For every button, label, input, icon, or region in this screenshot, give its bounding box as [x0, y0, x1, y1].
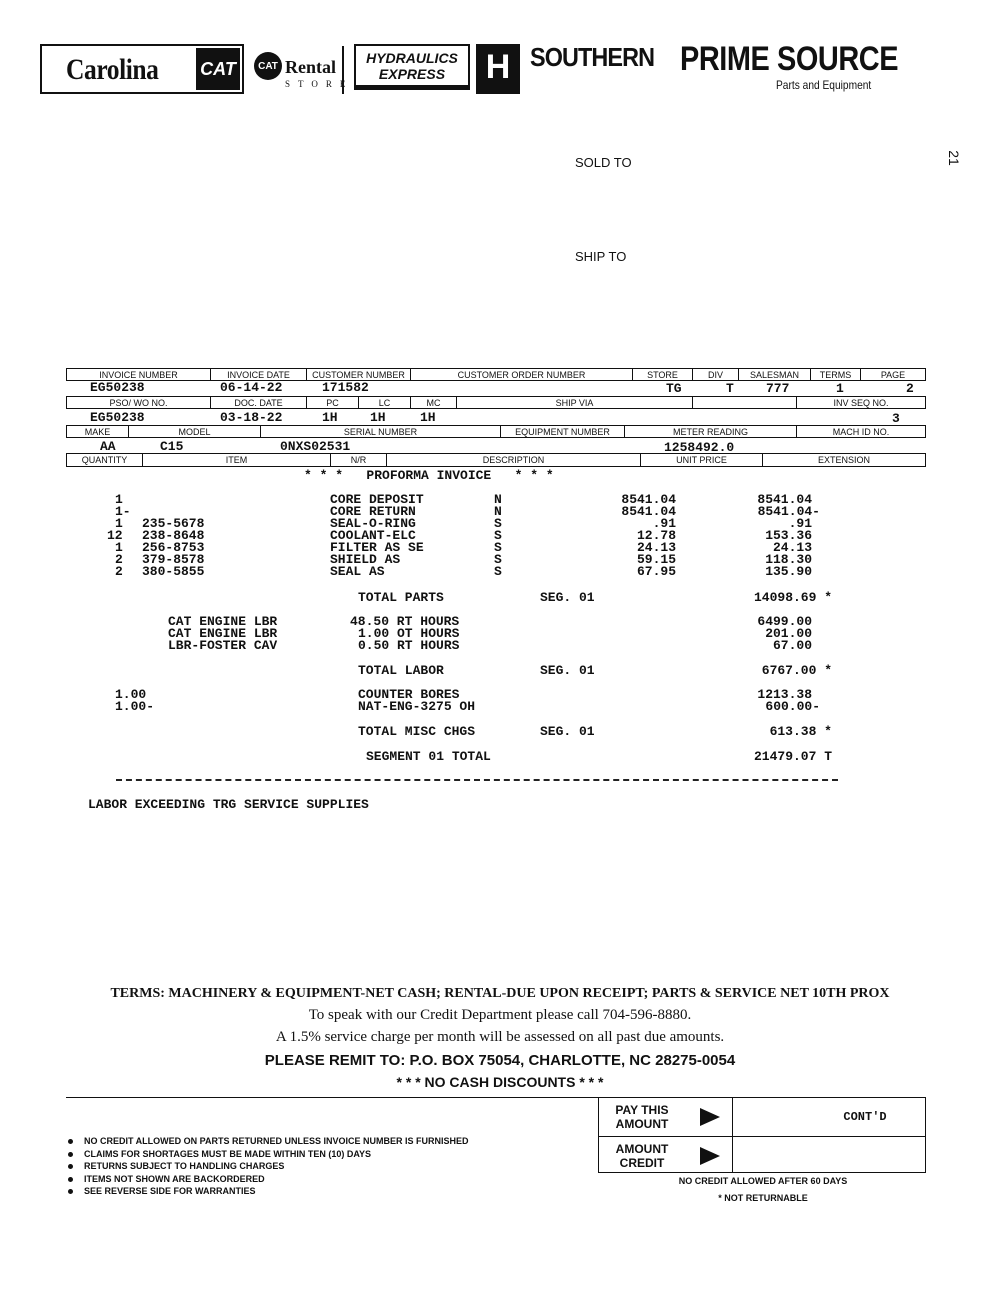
extension: 135.90 [765, 564, 812, 579]
labor-hours: 1.00 OT HOURS [358, 626, 460, 641]
no-cash-discounts: * * * NO CASH DISCOUNTS * * * [396, 1074, 604, 1090]
qty: 12 [107, 528, 123, 543]
terms-line-1: TERMS: MACHINERY & EQUIPMENT-NET CASH; RENTAL-DUE UPON RECEIPT; PARTS & SERVICE NET 10TH PROX [110, 986, 890, 1001]
bullet-item [68, 1149, 371, 1159]
qty: 2 [115, 552, 123, 567]
service-note: LABOR EXCEEDING TRG SERVICE SUPPLIES [88, 797, 369, 812]
label-invoice-date: INVOICE DATE [211, 369, 307, 380]
labor-description: CAT ENGINE LBR [168, 626, 278, 641]
prime-source-logo-text: PRIME SOURCE [680, 40, 899, 78]
bullet-icon [68, 1177, 73, 1182]
total-labor-seg: SEG. 01 [540, 663, 595, 678]
misc-description: COUNTER BORES [358, 687, 460, 702]
extension: 118.30 [765, 552, 812, 567]
nr-code: S [494, 552, 502, 567]
nr-code: N [494, 492, 502, 507]
serial-value: 0NXS02531 [280, 439, 351, 454]
terms-line-3: A 1.5% service charge per month will be assessed on all past due amounts. [275, 1029, 725, 1045]
pso-wo-value: EG50238 [90, 410, 145, 425]
misc-qty: 1.00- [115, 699, 155, 714]
label-customer-number: CUSTOMER NUMBER [307, 369, 411, 380]
description: FILTER AS SE [330, 540, 424, 555]
total-misc-amount: 613.38 * [769, 724, 832, 739]
label-description: DESCRIPTION [387, 454, 641, 466]
qty: 2 [115, 564, 123, 579]
make-value: AA [100, 439, 116, 454]
invoice-date: 06-14-22 [220, 380, 283, 395]
unit-price: 59.15 [636, 552, 676, 567]
hydraulics-logo-text: HYDRAULICS [366, 50, 458, 66]
unit-price: 24.13 [636, 540, 676, 555]
lc-value: 1H [370, 410, 386, 425]
inv-seq-value: 3 [892, 411, 900, 426]
label-quantity: QUANTITY [67, 454, 143, 466]
div-value: T [726, 381, 734, 396]
total-misc-seg: SEG. 01 [540, 724, 595, 739]
qty: 1 [115, 516, 123, 531]
label-model: MODEL [129, 426, 261, 437]
labor-extension: 6499.00 [757, 614, 812, 629]
header-row2-labels [66, 396, 926, 409]
southern-logo-text: SOUTHERN [530, 42, 655, 72]
header-row3-labels [66, 425, 926, 438]
doc-date-value: 03-18-22 [220, 410, 283, 425]
description: SHIELD AS [330, 552, 401, 567]
arrow-right-icon [700, 1108, 720, 1126]
description: CORE DEPOSIT [330, 492, 424, 507]
description: SEAL-O-RING [330, 516, 416, 531]
bullet-item [68, 1136, 469, 1146]
nr-code: S [494, 516, 502, 531]
unit-price: 8541.04 [621, 492, 676, 507]
total-parts-seg: SEG. 01 [540, 590, 595, 605]
total-misc-label: TOTAL MISC CHGS [358, 724, 476, 739]
express-logo-text: EXPRESS [378, 66, 446, 82]
parts-and-equipment-text: Parts and Equipment [776, 78, 872, 92]
remit-address: PLEASE REMIT TO: P.O. BOX 75054, CHARLOTTE, NC 28275-0054 [264, 1052, 736, 1069]
item-number: 238-8648 [142, 528, 205, 543]
not-returnable-note: * NOT RETURNABLE [718, 1193, 808, 1203]
unit-price: 8541.04 [621, 504, 676, 519]
label-inv-seq: INV SEQ NO. [833, 398, 889, 408]
extension: 24.13 [772, 540, 812, 555]
proforma-heading: * * * PROFORMA INVOICE * * * [304, 468, 554, 483]
rental-logo-text: Rental [285, 57, 336, 77]
misc-extension: 1213.38 [757, 687, 812, 702]
qty: 1 [115, 540, 123, 555]
item-number: 256-8753 [142, 540, 205, 555]
label-mc: MC [411, 397, 457, 408]
unit-price: 67.95 [636, 564, 676, 579]
pay-box-divider-h [598, 1136, 926, 1137]
segment-total-label: SEGMENT 01 TOTAL [366, 749, 491, 764]
labor-extension: 67.00 [772, 638, 812, 653]
label-make: MAKE [67, 426, 129, 437]
pay-label-line1: PAY THIS [615, 1103, 669, 1117]
credit-label-line1: AMOUNT [615, 1142, 669, 1156]
label-terms: TERMS [811, 369, 861, 380]
invoice-number: EG50238 [90, 380, 145, 395]
bullet-text: SEE REVERSE SIDE FOR WARRANTIES [84, 1186, 256, 1196]
dashed-divider [116, 779, 838, 781]
item-number: 235-5678 [142, 516, 205, 531]
label-invoice-number: INVOICE NUMBER [67, 369, 211, 380]
label-doc-date: DOC. DATE [211, 397, 307, 408]
pay-label-line2: AMOUNT [615, 1117, 669, 1131]
mc-value: 1H [420, 410, 436, 425]
pay-box-divider-v [732, 1097, 733, 1173]
bullet-icon [68, 1139, 73, 1144]
labor-hours: 0.50 RT HOURS [358, 638, 460, 653]
label-div: DIV [693, 369, 739, 380]
misc-description: NAT-ENG-3275 OH [358, 699, 476, 714]
page-value: 2 [906, 381, 914, 396]
carolina-logo-text: Carolina [66, 53, 159, 86]
no-credit-60-days: NO CREDIT ALLOWED AFTER 60 DAYS [678, 1176, 848, 1186]
nr-code: S [494, 564, 502, 579]
bullet-icon [68, 1152, 73, 1157]
label-store: STORE [633, 369, 693, 380]
description: SEAL AS [330, 564, 385, 579]
salesman-value: 777 [766, 381, 790, 396]
page-marker: 21 [945, 150, 962, 166]
terms-line-2: To speak with our Credit Department please call 704-596-8880. [308, 1007, 692, 1023]
misc-qty: 1.00 [115, 687, 147, 702]
unit-price: .91 [652, 516, 676, 531]
bullet-item [68, 1161, 284, 1171]
label-mach-id: MACH ID NO. [832, 427, 890, 437]
nr-code: S [494, 540, 502, 555]
label-extension: EXTENSION [817, 455, 870, 465]
store-value: TG [666, 381, 682, 396]
labor-extension: 201.00 [765, 626, 812, 641]
sold-to-label: SOLD TO [575, 155, 632, 170]
bullet-item [68, 1174, 265, 1184]
credit-label-line2: CREDIT [619, 1156, 665, 1170]
customer-number: 171582 [322, 380, 369, 395]
label-equipment-number: EQUIPMENT NUMBER [501, 426, 625, 437]
cat-rental-circle-logo: CAT [254, 52, 282, 80]
description: CORE RETURN [330, 504, 416, 519]
labor-hours: 48.50 RT HOURS [350, 614, 460, 629]
label-pso-wo: PSO/ WO NO. [67, 397, 211, 408]
unit-price: 12.78 [636, 528, 676, 543]
extension: 8541.04 [757, 492, 812, 507]
qty: 1 [115, 492, 123, 507]
extension: 8541.04- [757, 504, 820, 519]
total-parts-amount: 14098.69 * [753, 590, 832, 605]
pay-amount-value: CONT'D [843, 1110, 887, 1124]
labor-description: LBR-FOSTER CAV [168, 638, 278, 653]
ship-to-label: SHIP TO [575, 249, 627, 264]
bullet-text: RETURNS SUBJECT TO HANDLING CHARGES [84, 1161, 285, 1171]
label-page: PAGE [880, 370, 906, 380]
amount-credit-label [606, 1142, 678, 1170]
bullet-text: ITEMS NOT SHOWN ARE BACKORDERED [84, 1174, 265, 1184]
header-row4-labels [66, 453, 926, 467]
label-meter-reading: METER READING [625, 426, 797, 437]
labor-description: CAT ENGINE LBR [168, 614, 278, 629]
misc-extension: 600.00- [765, 699, 820, 714]
total-labor-amount: 6767.00 * [761, 663, 832, 678]
total-parts-label: TOTAL PARTS [358, 590, 444, 605]
label-serial-number: SERIAL NUMBER [261, 426, 501, 437]
rental-store-text: STORE [285, 79, 354, 89]
bullet-text: NO CREDIT ALLOWED ON PARTS RETURNED UNLESS INVOICE NUMBER IS FURNISHED [84, 1136, 469, 1146]
label-unit-price: UNIT PRICE [641, 454, 763, 466]
label-lc: LC [359, 397, 411, 408]
model-value: C15 [160, 439, 184, 454]
total-labor-label: TOTAL LABOR [358, 663, 444, 678]
segment-total-amount: 21479.07 T [753, 749, 832, 764]
extension: 153.36 [765, 528, 812, 543]
cat-logo: CAT [196, 48, 240, 90]
label-blank [693, 397, 797, 408]
qty: 1- [115, 504, 131, 519]
bullet-icon [68, 1189, 73, 1194]
item-number: 380-5855 [142, 564, 205, 579]
pay-this-amount-label [606, 1103, 678, 1131]
bullet-text: CLAIMS FOR SHORTAGES MUST BE MADE WITHIN TEN (10) DAYS [84, 1149, 372, 1159]
label-salesman: SALESMAN [739, 369, 811, 380]
bullet-item [68, 1186, 256, 1196]
bullet-icon [68, 1164, 73, 1169]
label-item: ITEM [143, 454, 331, 466]
terms-value: 1 [836, 381, 844, 396]
h-logo: H [476, 44, 520, 94]
label-customer-order-number: CUSTOMER ORDER NUMBER [411, 369, 633, 380]
extension: .91 [788, 516, 812, 531]
label-nr: N/R [331, 454, 387, 466]
item-number: 379-8578 [142, 552, 205, 567]
footer-rule [66, 1097, 598, 1098]
description: COOLANT-ELC [330, 528, 416, 543]
arrow-right-icon [700, 1147, 720, 1165]
label-pc: PC [307, 397, 359, 408]
label-ship-via: SHIP VIA [457, 397, 693, 408]
pc-value: 1H [322, 410, 338, 425]
nr-code: S [494, 528, 502, 543]
meter-value: 1258492.0 [664, 440, 735, 455]
header-row1-labels [66, 368, 926, 381]
nr-code: N [494, 504, 502, 519]
